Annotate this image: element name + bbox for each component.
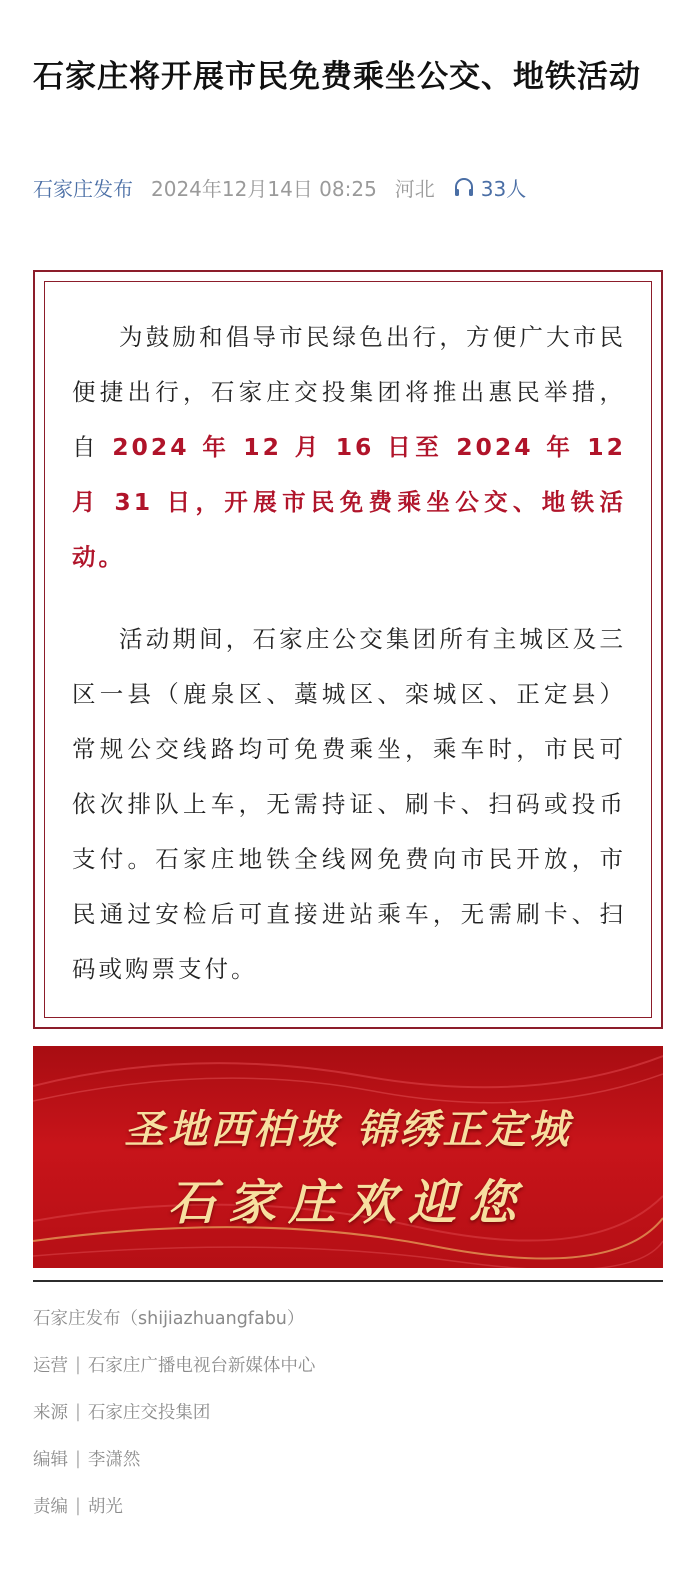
credit-value: 李潇然	[87, 1450, 141, 1470]
notice-body	[72, 310, 626, 997]
credit-row-chief-editor	[33, 1482, 663, 1529]
notice-paragraph-1	[72, 310, 626, 585]
credit-value: 石家庄交投集团	[87, 1403, 211, 1423]
listen-count-value: 33人	[480, 176, 527, 201]
credit-row-operation	[33, 1341, 663, 1388]
credit-label: 责编	[33, 1497, 68, 1517]
credit-value: 石家庄广播电视台新媒体中心	[87, 1356, 316, 1376]
credit-separator: |	[75, 1401, 81, 1422]
credit-label: 编辑	[33, 1450, 68, 1470]
account-name: 石家庄发布（shijiazhuangfabu）	[33, 1309, 305, 1329]
footer-divider	[33, 1280, 663, 1282]
credit-label: 运营	[33, 1356, 68, 1376]
banner-line-1: 圣地西柏坡 锦绣正定城	[124, 1106, 572, 1153]
credit-account	[33, 1294, 663, 1341]
publish-date: 2024年12月14日 08:25	[151, 176, 377, 201]
banner-wave-decoration	[33, 1046, 663, 1268]
credits-section	[33, 1294, 663, 1529]
credit-separator: |	[75, 1354, 81, 1375]
credit-row-editor	[33, 1435, 663, 1482]
article-meta	[33, 170, 526, 204]
author-link[interactable]: 石家庄发布	[33, 176, 133, 201]
notice-paragraph-2: 活动期间，石家庄公交集团所有主城区及三区一县（鹿泉区、藁城区、栾城区、正定县）常规公交线路均可免费乘坐，乘车时，市民可依次排队上车，无需持证、刷卡、扫码或投币支付。石家庄地铁全线网免费向市民开放，市民通过安检后可直接进站乘车，无需刷卡、扫码或购票支付。	[72, 625, 626, 983]
credit-separator: |	[75, 1495, 81, 1516]
notice-para1-text: 为鼓励和倡导市民绿色出行，方便广大市民便捷出行，石家庄交投集团将推出惠民举措，自	[72, 323, 626, 461]
region-label: 河北	[394, 176, 435, 201]
article-title: 石家庄将开展市民免费乘坐公交、地铁活动	[33, 59, 641, 95]
city-banner	[33, 1046, 663, 1268]
credit-separator: |	[75, 1448, 81, 1469]
credit-row-source	[33, 1388, 663, 1435]
banner-line-2: 石家庄欢迎您	[167, 1175, 528, 1231]
listen-count[interactable]	[453, 173, 526, 202]
headphone-icon	[453, 176, 475, 198]
notice-frame	[33, 270, 663, 1029]
notice-date-highlight: 2024 年 12 月 16 日至 2024 年 12 月 31 日，开展市民免费乘坐公交、地铁活动。	[72, 433, 626, 571]
credit-value: 胡光	[87, 1497, 123, 1517]
credit-label: 来源	[33, 1403, 68, 1423]
